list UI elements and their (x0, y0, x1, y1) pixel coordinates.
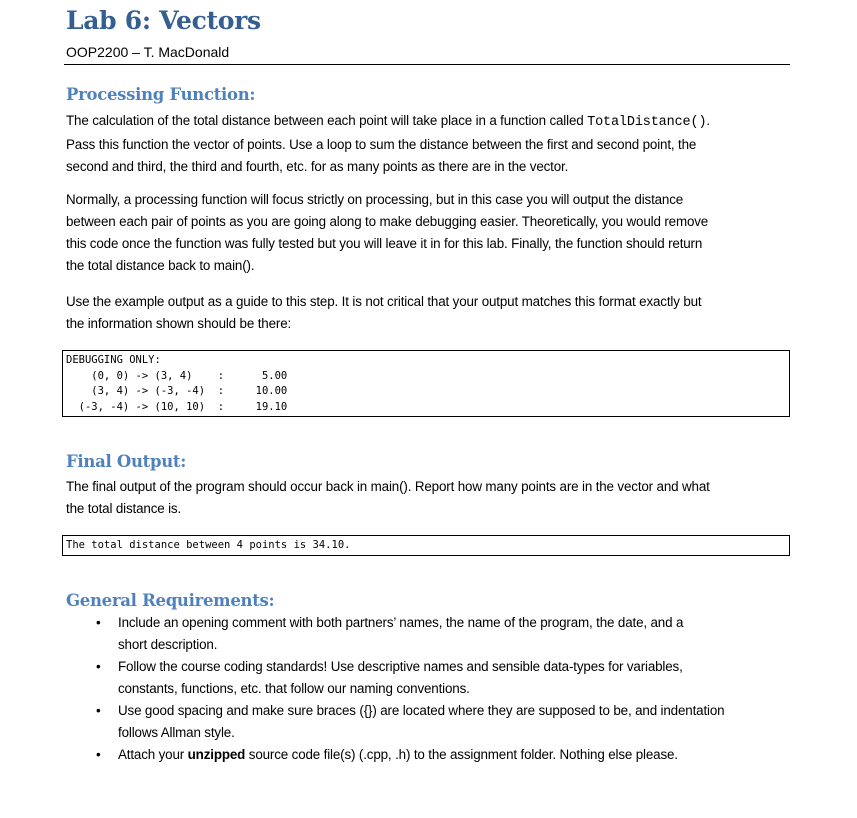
text-line: Normally, a processing function will focus strictly on processing, but in this case you will output the distance (66, 192, 684, 207)
text-line: short description. (118, 637, 218, 652)
text-line: Pass this function the vector of points. Use a loop to sum the distance between the first and second point, the (66, 137, 697, 152)
code-line: (3, 4) -> (-3, -4) : 10.00 (66, 385, 288, 397)
final-paragraph (66, 476, 790, 520)
debug-output-box (62, 350, 790, 417)
title-divider (64, 64, 790, 65)
text-line: the information shown should be there: (66, 316, 292, 331)
text: The calculation of the total distance between each point will take place in a function called (66, 113, 588, 128)
text-line: between each pair of points as you are going along to make debugging easier. Theoretically, you would remove (66, 214, 709, 229)
bullet-icon: • (96, 703, 101, 718)
text-line: follows Allman style. (118, 725, 235, 740)
text: source code file(s) (.cpp, .h) to the assignment folder. Nothing else please. (245, 747, 678, 762)
requirements-list (66, 612, 790, 766)
text-line: this code once the function was fully tested but you will leave it in for this lab. Finally, the function should return (66, 236, 703, 251)
list-item (66, 744, 790, 766)
document-title: Lab 6: Vectors (66, 6, 261, 35)
text-line: The final output of the program should occur back in main(). Report how many points are in the vector and what (66, 479, 710, 494)
inline-code: TotalDistance() (587, 115, 707, 130)
bullet-icon: • (96, 659, 101, 674)
text-line: Include an opening comment with both partners’ names, the name of the program, the date, and a (118, 615, 684, 630)
text: . (706, 113, 710, 128)
emphasis-text: unzipped (187, 747, 246, 762)
processing-paragraph-3 (66, 291, 790, 335)
final-output-box (62, 535, 790, 556)
processing-paragraph-1 (66, 110, 790, 178)
code-line: DEBUGGING ONLY: (66, 354, 161, 366)
heading-general-requirements: General Requirements: (66, 591, 275, 610)
code-line: (-3, -4) -> (10, 10) : 19.10 (66, 400, 288, 413)
heading-final-output: Final Output: (66, 452, 187, 471)
text-line: second and third, the third and fourth, etc. for as many points as there are in the vector. (66, 159, 569, 174)
processing-paragraph-2 (66, 189, 790, 277)
list-item (66, 656, 790, 700)
list-item (66, 700, 790, 744)
text-line: Use the example output as a guide to this step. It is not critical that your output matches this format exactly but (66, 294, 702, 309)
heading-processing-function: Processing Function: (66, 85, 256, 104)
bullet-icon: • (96, 615, 101, 630)
code-line: The total distance between 4 points is 34.10. (66, 539, 351, 551)
bullet-icon: • (96, 747, 101, 762)
list-item (66, 612, 790, 656)
text-line: the total distance is. (66, 501, 182, 516)
text: Attach your (118, 747, 188, 762)
code-line: (0, 0) -> (3, 4) : 5.00 (66, 369, 288, 382)
text-line: the total distance back to main(). (66, 258, 255, 273)
text-line: Use good spacing and make sure braces ({}) are located where they are supposed to be, and indentation (118, 703, 725, 718)
text-line: Follow the course coding standards! Use descriptive names and sensible data-types for variables, (118, 659, 683, 674)
text-line: constants, functions, etc. that follow our naming conventions. (118, 681, 470, 696)
document-subtitle: OOP2200 – T. MacDonald (66, 44, 230, 60)
